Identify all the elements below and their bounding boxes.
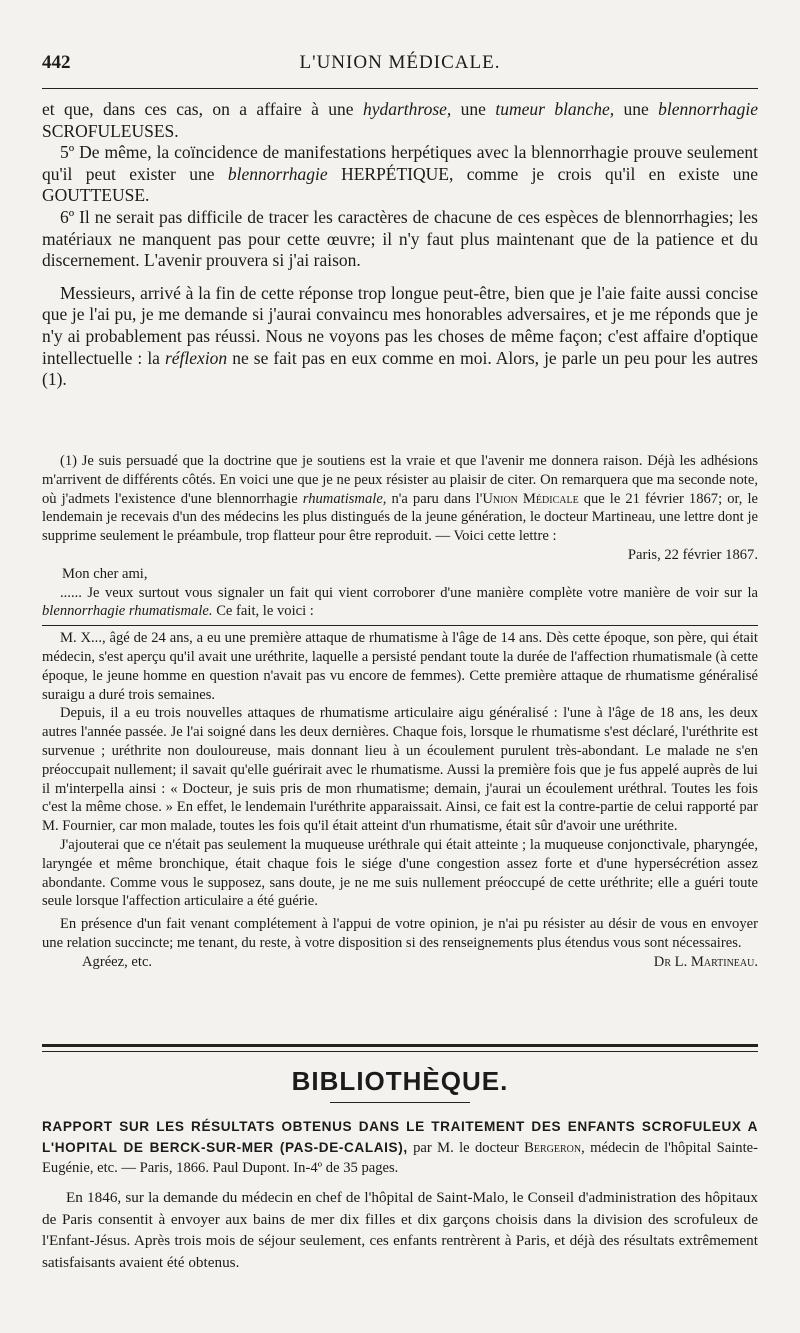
section-title: BIBLIOTHÈQUE. <box>291 1066 509 1096</box>
section-rule-thick <box>42 1044 758 1047</box>
header-rule <box>42 88 758 89</box>
section-rule-thin <box>42 1051 758 1052</box>
footnote-intro: (1) Je suis persuadé que la doctrine que je soutiens est la vraie et que l'avenir me donnera raison. Déjà les adhésions m'arrivent de différents côtés. En voici une que je ne peux résister au plaisir de citer. On remarquera que ma seconde note, où j'admets l'existence d'une blennorrhagie rhumatismale, n'a paru dans l'Union Médicale que le 21 février 1867; or, le lendemain je recevais d'un des médecins les plus distingués de la jeune génération, le docteur Martineau, une lettre dont je supprime seulement le préambule, trop flatteur pour être reproduit. — Voici cette lettre : <box>42 453 758 545</box>
letter-closing: Agréez, etc. <box>82 953 153 970</box>
letter-closing-line <box>42 953 758 972</box>
letter-signature: Dr L. Martineau. <box>653 953 758 970</box>
letter-paragraph-4: J'ajouterai que ce n'était pas seulement la muqueuse uréthrale qui était atteinte ; la muqueuse conjonctivale, pharyngée, laryngée et même bronchique, était chaque fois le siége d'une congestion assez forte et d'une hypersécrétion assez abondante. Comme vous le supposez, sans doute, je ne me suis nullement préoccupé de cette uréthrite; elle a guéri toute seule lorsque l'affection articulaire a été guérie. <box>42 836 758 910</box>
paragraph-4: Messieurs, arrivé à la fin de cette réponse trop longue peut-être, bien que je l'aie faite aussi concise que je l'ai pu, je me demande si j'aurai convaincu mes honorables adversaires, et je me réponds que je n'y ai probablement pas réussi. Nous ne voyons pas les choses de même façon; c'est affaire d'optique intellectuelle : la réflexion ne se fait pas en eux comme en moi. Alors, je parle un peu pour les autres (1). <box>42 282 758 390</box>
paragraph-2: 5º De même, la coïncidence de manifestations herpétiques avec la blennorrhagie prouve seulement qu'il peut exister une blennorrhagie HERPÉTIQUE, comme je crois qu'il en existe une GOUTTEUSE. <box>42 142 759 206</box>
paragraph-3: 6º Il ne serait pas difficile de tracer les caractères de chacune de ces espèces de blennorrhagies; les matériaux ne manquent pas pour cette œuvre; il n'y faut plus maintenant que de la patience et du discernement. L'avenir prouvera si j'ai raison. <box>42 206 758 271</box>
main-text <box>42 99 758 391</box>
paragraph-1: et que, dans ces cas, on a affaire à une hydarthrose, une tumeur blanche, une blennorrhagie SCROFULEUSES. <box>42 99 758 141</box>
page-header <box>42 52 758 80</box>
running-title: L'UNION MÉDICALE. <box>299 52 501 73</box>
footnote <box>42 452 758 972</box>
letter-paragraph-1: ...... Je veux surtout vous signaler un fait qui vient corroborer d'une manière complète votre manière de voir sur la blennorrhagie rhumatismale. Ce fait, le voici : <box>42 584 758 620</box>
page-number: 442 <box>42 52 71 73</box>
letter-date: Paris, 22 février 1867. <box>627 546 758 563</box>
letter-paragraph-5: En présence d'un fait venant complétement à l'appui de votre opinion, je n'ai pu résister au désir de vous en envoyer une relation succincte; me tenant, du reste, à votre disposition si des renseignements plus étendus vous sont nécessaires. <box>42 916 758 951</box>
letter-paragraph-2: M. X..., âgé de 24 ans, a eu une première attaque de rhumatisme à l'âge de 14 ans. Dès cette époque, son père, qui était médecin, s'est aperçu qu'il avait une uréthrite, laquelle a persisté pendant toute la durée de l'affection rhumatismale (à cette époque, le jeune homme en question n'avait pas vu encore de femmes). Cette première attaque de rhumatisme généralisé suraigu a duré trois semaines. <box>42 630 758 703</box>
report-citation: RAPPORT SUR LES RÉSULTATS OBTENUS DANS LE TRAITEMENT DES ENFANTS SCROFULEUX A L'HOPITAL DE BERCK-SUR-MER (PAS-DE-CALAIS), par M. le docteur Bergeron, médecin de l'hôpital Sainte-Eugénie, etc. — Paris, 1866. Paul Dupont. In-4º de 35 pages. <box>42 1119 758 1176</box>
letter-rule <box>42 625 758 626</box>
title-underline <box>330 1102 470 1103</box>
review-text <box>42 1187 758 1273</box>
letter-salutation: Mon cher ami, <box>62 565 148 582</box>
letter-paragraph-3: Depuis, il a eu trois nouvelles attaques de rhumatisme articulaire aigu généralisé : l'une à l'âge de 18 ans, les deux autres l'année passée. Je l'ai soigné dans les deux dernières. Chaque fois, lorsque le rhumatisme s'est déclaré, l'uréthrite est survenue ; uréthrite non douloureuse, mais donnant lieu à un écoulement purulent très-abondant. Le malade ne s'en préoccupait nullement; il savait qu'elle guérirait avec le rhumatisme. Aussi la première fois que je fus appelé auprès de lui il m'interpella ainsi : « Docteur, je suis pris de mon rhumatisme; demain, j'aurai un écoulement uréthral. Toutes les fois c'est la même chose. » En effet, le lendemain l'uréthrite apparaissait. Ainsi, ce fait est la contre-partie de celui rapporté par M. Fournier, car mon malade, toutes les fois qu'il était atteint d'un rhumatisme, était sûr d'avoir une uréthrite. <box>42 705 758 835</box>
review-paragraph: En 1846, sur la demande du médecin en chef de l'hôpital de Saint-Malo, le Conseil d'administration des hôpitaux de Paris consentit à envoyer aux bains de mer dix filles et dix garçons choisis dans la division des scrofuleux de l'Enfant-Jésus. Après trois mois de séjour seulement, ces enfants rentrèrent à Paris, et déjà des résultats extrêmement satisfaisants avaient été obtenus. <box>42 1189 758 1271</box>
